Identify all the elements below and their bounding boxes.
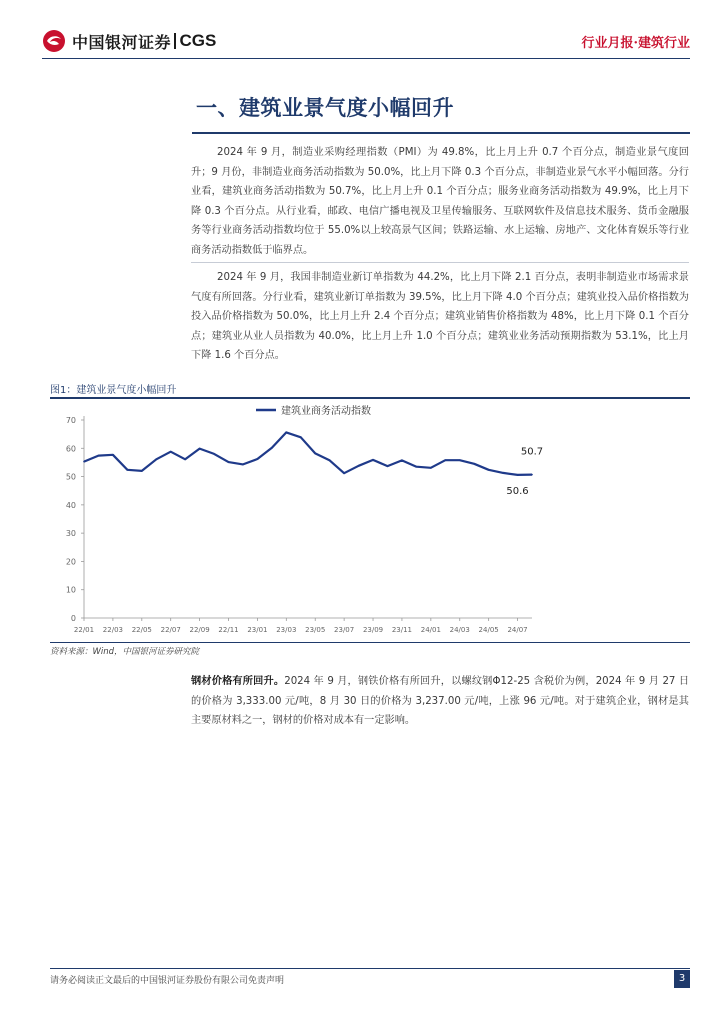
data-point: [127, 469, 129, 471]
legend-label: 建筑业商务活动指数: [281, 406, 371, 417]
x-tick-label: 24/01: [420, 626, 441, 634]
data-point: [155, 459, 157, 461]
chart-series: [83, 432, 533, 476]
data-point: [488, 469, 490, 471]
data-point: [329, 460, 331, 462]
y-tick-label: 50: [65, 472, 76, 482]
paragraph-new-orders: [191, 268, 689, 366]
data-point: [387, 465, 389, 467]
data-point: [517, 474, 519, 476]
data-label: 50.6: [506, 485, 529, 497]
data-point: [502, 472, 504, 474]
figure-title-rule: [50, 397, 690, 399]
x-tick-label: 24/05: [478, 626, 499, 634]
paragraph-steel-lead: 钢材价格有所回升。: [191, 676, 285, 687]
data-point: [112, 454, 114, 456]
data-point: [271, 447, 273, 449]
data-point: [300, 436, 302, 438]
data-point: [228, 461, 230, 463]
paragraph-pmi-text: 2024 年 9 月，制造业采购经理指数（PMI）为 49.8%，比上月上升 0.7 个百分点，制造业景气度回升；9 月份，非制造业商务活动指数为 50.0%，比上月下降 0.3 个百分点，非制造业景气水平小幅回落。分行业看，建筑业商务活动指数为 50.7%，比上月上升 0.1 个百分点；服务业商务活动指数为 49.9%，比上月下降 0.3 个百分点。从行业看，邮政、电信广播电视及卫星传输服务、互联网软件及信息技术服务、货币金融服务等行业商务活动指数均位于 55.0%以上较高景气区间；铁路运输、水上运输、房地产、文化体育娱乐等行业商务活动指数低于临界点。: [191, 147, 689, 256]
x-tick-label: 23/05: [305, 626, 326, 634]
x-tick-label: 22/11: [218, 626, 239, 634]
y-tick-label: 40: [65, 500, 76, 510]
data-point: [83, 461, 85, 463]
data-point: [242, 464, 244, 466]
x-tick-label: 24/03: [449, 626, 470, 634]
source-rule: [50, 642, 690, 643]
x-tick-label: 23/11: [391, 626, 413, 634]
data-point: [170, 451, 172, 453]
data-point: [141, 470, 143, 472]
chart-legend: [256, 404, 371, 417]
data-point: [430, 467, 432, 469]
paragraph-steel-text: 2024 年 9 月，钢铁价格有所回升，以螺纹钢Φ12-25 含税价为例，2024 年 9 月 27 日的价格为 3,333.00 元/吨，8 月 30 日的价格为 3,237.00 元/吨，上涨 96 元/吨。对于建筑企业，钢材是其主要原材料之一，钢材的价格对成本有一定影响。: [191, 676, 690, 727]
data-point: [444, 459, 446, 461]
x-tick-label: 23/09: [362, 626, 384, 634]
chart-annotations: [506, 447, 543, 497]
data-point: [416, 466, 418, 468]
y-axis: [66, 416, 84, 623]
data-point: [257, 458, 259, 460]
page-number: 3: [674, 970, 690, 988]
x-tick-label: 22/05: [131, 626, 152, 634]
data-point: [401, 460, 403, 462]
data-point: [343, 472, 345, 474]
y-tick-label: 0: [70, 614, 76, 623]
x-tick-label: 23/03: [276, 626, 297, 634]
section-title: 一、建筑业景气度小幅回升: [196, 95, 454, 120]
data-point: [531, 474, 533, 476]
logo-divider: [174, 33, 176, 49]
section-title-rule: [192, 132, 690, 134]
logo-en-text: CGS: [179, 31, 217, 50]
data-point: [98, 455, 100, 457]
y-tick-label: 70: [65, 416, 76, 425]
y-tick-label: 20: [65, 557, 76, 567]
x-tick-label: 22/01: [73, 626, 95, 634]
data-point: [372, 459, 374, 461]
x-tick-label: 22/09: [189, 626, 210, 634]
data-label: 50.7: [520, 446, 544, 458]
paragraph-pmi: [191, 143, 689, 261]
x-tick-label: 24/07: [507, 626, 528, 634]
data-point: [286, 432, 288, 434]
footer-disclaimer: 请务必阅读正文最后的中国银河证券股份有限公司免责声明: [50, 976, 285, 986]
report-category: 行业月报·建筑行业: [581, 36, 690, 51]
data-point: [184, 459, 186, 461]
series-line: [84, 432, 532, 475]
x-tick-label: 22/03: [102, 626, 123, 634]
y-tick-label: 60: [65, 444, 76, 454]
company-logo: [42, 28, 216, 54]
galaxy-logo-icon: [42, 29, 66, 53]
data-point: [314, 453, 316, 455]
paragraph-steel: [191, 672, 689, 731]
header-divider: [42, 58, 690, 59]
x-tick-label: 23/01: [247, 626, 268, 634]
logo-cn-text: 中国银河证券: [72, 32, 172, 52]
x-axis: [74, 618, 532, 634]
y-tick-label: 30: [65, 529, 76, 539]
construction-activity-chart: [50, 404, 690, 640]
x-tick-label: 22/07: [160, 626, 181, 634]
paragraph-divider: [191, 262, 689, 263]
data-point: [459, 459, 461, 461]
data-point: [473, 463, 475, 465]
data-point: [199, 448, 201, 450]
figure-source: 资料来源：Wind，中国银河证券研究院: [50, 647, 200, 657]
data-point: [213, 453, 215, 455]
data-point: [358, 465, 360, 467]
paragraph-new-orders-text: 2024 年 9 月，我国非制造业新订单指数为 44.2%，比上月下降 2.1 百分点，表明非制造业市场需求景气度有所回落。分行业看，建筑业新订单指数为 39.5%，比上月下降 4.0 个百分点；建筑业投入品价格指数为投入品价格指数为 50.0%，比上月上升 2.4 个百分点；建筑业销售价格指数为 48%，比上月下降 0.1 个百分点；建筑业从业人员指数为 40.0%，比上月上升 1.0 个百分点；建筑业业务活动预期指数为 53.1%，比上月下降 1.6 个百分点。: [191, 272, 689, 362]
footer-divider: [50, 968, 690, 969]
y-tick-label: 10: [65, 585, 76, 595]
x-tick-label: 23/07: [334, 626, 355, 634]
figure-title: 图1：建筑业景气度小幅回升: [50, 385, 177, 396]
